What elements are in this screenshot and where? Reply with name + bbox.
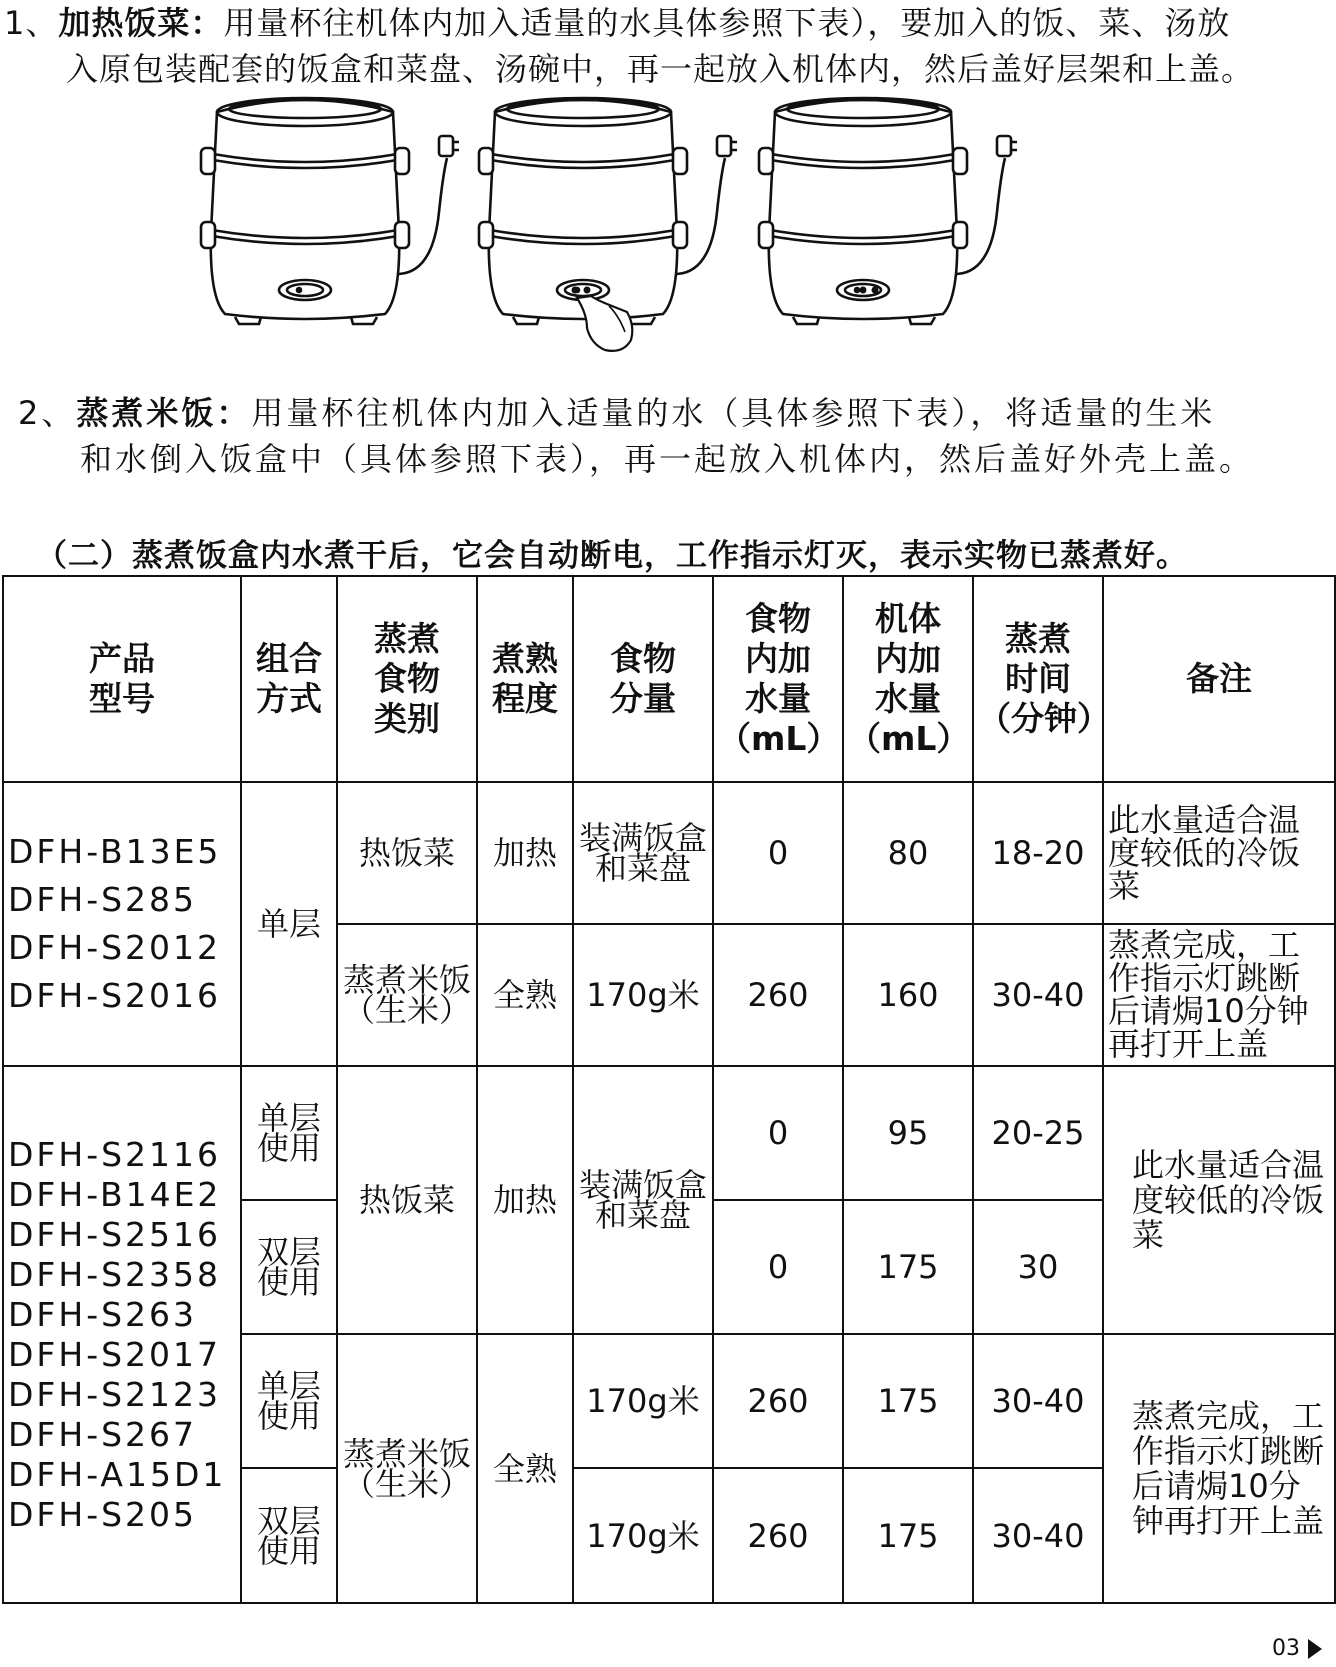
- doneness-cell: 加热: [477, 1066, 573, 1334]
- amount-cell: 装满饭盒和菜盘: [573, 782, 713, 924]
- combo-cell: 双层使用: [241, 1468, 337, 1603]
- header-food-type: 蒸煮 食物 类别: [337, 576, 477, 782]
- header-doneness: 煮熟 程度: [477, 576, 573, 782]
- page-number: 03: [1272, 1636, 1322, 1661]
- header-amount: 食物 分量: [573, 576, 713, 782]
- header-time: 蒸煮 时间 （分钟）: [973, 576, 1103, 782]
- time-cell: 30-40: [973, 924, 1103, 1066]
- amount-cell: 装满饭盒和菜盘: [573, 1066, 713, 1334]
- food-water-cell: 260: [713, 924, 843, 1066]
- model-list: DFH-S2116 DFH-B14E2 DFH-S2516 DFH-S2358 DFH-S263 DFH-S2017 DFH-S2123 DFH-S267 DFH-A15D1 DFH-S205: [3, 1066, 241, 1603]
- paragraph-heat-food: 1、加热饭菜：用量杯往机体内加入适量的水具体参照下表），要加入的饭、菜、汤放 入原包装配套的饭盒和菜盘、汤碗中，再一起放入机体内，然后盖好层架和上盖。: [4, 4, 1255, 88]
- body-water-cell: 175: [843, 1200, 973, 1334]
- triangle-right-icon: [1308, 1639, 1322, 1659]
- note-cell: 蒸煮完成，工作指示灯跳断后请焗10分钟再打开上盖: [1103, 1334, 1335, 1603]
- food-water-cell: 0: [713, 1200, 843, 1334]
- note-cell: 此水量适合温度较低的冷饭菜: [1103, 782, 1335, 924]
- section-subheading: （二）蒸煮饭盒内水煮干后，它会自动断电，工作指示灯灭，表示实物已蒸煮好。: [36, 538, 1188, 574]
- table-row: [3, 1066, 1335, 1200]
- combo-cell: 单层使用: [241, 1334, 337, 1468]
- time-cell: 30: [973, 1200, 1103, 1334]
- body-water-cell: 175: [843, 1468, 973, 1603]
- header-food-water: 食物 内加 水量 （mL）: [713, 576, 843, 782]
- food-water-cell: 0: [713, 782, 843, 924]
- amount-cell: 170g米: [573, 1468, 713, 1603]
- time-cell: 18-20: [973, 782, 1103, 924]
- paragraph-title: 加热饭菜：: [58, 4, 224, 42]
- cooking-spec-table: [2, 575, 1336, 1604]
- combo-cell: 双层使用: [241, 1200, 337, 1334]
- food-water-cell: 260: [713, 1468, 843, 1603]
- time-cell: 30-40: [973, 1468, 1103, 1603]
- amount-cell: 170g米: [573, 924, 713, 1066]
- table-header-row: [3, 576, 1335, 782]
- header-combo: 组合 方式: [241, 576, 337, 782]
- combo-cell: 单层使用: [241, 1066, 337, 1200]
- note-cell: 此水量适合温度较低的冷饭菜: [1103, 1066, 1335, 1334]
- body-water-cell: 175: [843, 1334, 973, 1468]
- header-model: 产品 型号: [3, 576, 241, 782]
- body-water-cell: 95: [843, 1066, 973, 1200]
- note-cell: 蒸煮完成，工作指示灯跳断后请焗10分钟再打开上盖: [1103, 924, 1335, 1066]
- time-cell: 20-25: [973, 1066, 1103, 1200]
- doneness-cell: 全熟: [477, 924, 573, 1066]
- table-row: [3, 782, 1335, 924]
- paragraph-steam-rice: 2、蒸煮米饭：用量杯往机体内加入适量的水（具体参照下表），将适量的生米 和水倒入饭盒中（具体参照下表），再一起放入机体内，然后盖好外壳上盖。: [18, 394, 1255, 478]
- header-note: 备注: [1103, 576, 1335, 782]
- steamer-cooker-illustration: [195, 92, 1095, 370]
- food-type-cell: 热饭菜: [337, 782, 477, 924]
- combo-cell: 单层: [241, 782, 337, 1066]
- doneness-cell: 加热: [477, 782, 573, 924]
- food-water-cell: 260: [713, 1334, 843, 1468]
- time-cell: 30-40: [973, 1334, 1103, 1468]
- doneness-cell: 全熟: [477, 1334, 573, 1603]
- body-water-cell: 80: [843, 782, 973, 924]
- food-water-cell: 0: [713, 1066, 843, 1200]
- model-list: DFH-B13E5 DFH-S285 DFH-S2012 DFH-S2016: [3, 782, 241, 1066]
- food-type-cell: 蒸煮米饭（生米）: [337, 924, 477, 1066]
- paragraph-title: 蒸煮米饭：: [76, 394, 252, 432]
- header-body-water: 机体 内加 水量 （mL）: [843, 576, 973, 782]
- amount-cell: 170g米: [573, 1334, 713, 1468]
- food-type-cell: 蒸煮米饭（生米）: [337, 1334, 477, 1603]
- body-water-cell: 160: [843, 924, 973, 1066]
- food-type-cell: 热饭菜: [337, 1066, 477, 1334]
